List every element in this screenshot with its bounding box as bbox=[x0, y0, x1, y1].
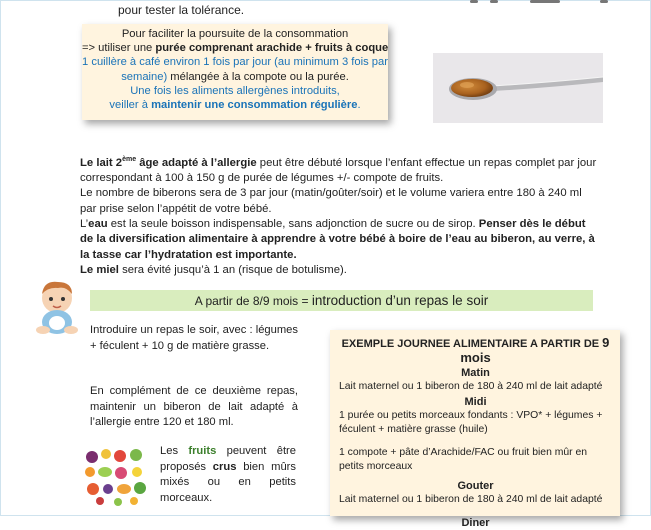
meal-midi-text-2: 1 compote + pâte d’Arachide/FAC ou fruit bien mûr en petits morceaux bbox=[339, 447, 588, 472]
left-p1: Introduire un repas le soir, avec : légumes + féculent + 10 g de matière grasse. bbox=[90, 324, 298, 352]
meal-gouter-text: Lait maternel ou 1 biberon de 180 à 240 ml de lait adapté bbox=[339, 494, 603, 505]
tip-line-6: veiller à maintenir une consommation régulière. bbox=[109, 99, 361, 112]
tip-box bbox=[82, 24, 388, 120]
tip-line-1: Pour faciliter la poursuite de la consommation bbox=[121, 28, 349, 40]
section-header: A partir de 8/9 mois = introduction d’un repas le soir bbox=[90, 290, 593, 311]
tip-line-3: 1 cuillère à café environ 1 fois par jour (au minimum 3 fois par bbox=[82, 56, 388, 69]
meal-diner: Diner bbox=[461, 517, 490, 529]
tip-line-2: => utiliser une purée comprenant arachide + fruits à coque bbox=[82, 42, 389, 55]
top-decoration bbox=[470, 0, 620, 4]
example-title: EXEMPLE JOURNEE ALIMENTAIRE A PARTIR DE 9 mois bbox=[341, 335, 610, 365]
meal-matin: Matin bbox=[461, 367, 490, 379]
meal-midi-text-1: 1 purée ou petits morceaux fondants : VPO* + légumes + féculent + matière grasse (huile) bbox=[339, 410, 603, 435]
fruits-vegetables-icon bbox=[80, 445, 154, 507]
milk-p4: Le miel sera évité jusqu’à 1 an (risque de botulisme). bbox=[80, 263, 347, 276]
meal-matin-text: Lait maternel ou 1 biberon de 180 à 240 ml de lait adapté bbox=[339, 381, 603, 392]
top-line: pour tester la tolérance. bbox=[118, 3, 245, 17]
meal-gouter: Gouter bbox=[457, 480, 494, 492]
left-p3: Les fruits peuvent être proposés crus bien mûrs mixés ou en petits morceaux. bbox=[160, 445, 296, 504]
baby-icon bbox=[30, 278, 85, 336]
milk-p2: Le nombre de biberons sera de 3 par jour (matin/goûter/soir) et le volume variera entre 180 à 240 ml par prise selon l’appétit de votre bébé. bbox=[80, 187, 582, 215]
meal-midi: Midi bbox=[464, 396, 487, 408]
left-p2: En complément de ce deuxième repas, maintenir un biberon de lait adapté à l’allergie entre 120 et 180 ml. bbox=[90, 385, 298, 428]
tip-line-5: Une fois les aliments allergènes introduits, bbox=[130, 84, 340, 97]
spoon-photo bbox=[433, 53, 603, 123]
milk-paragraph bbox=[80, 152, 600, 278]
milk-p1: Le lait 2ème âge adapté à l’allergie peut être débuté lorsque l’enfant effectue un repas complet par jour correspondant à 100 à 150 g de purée de légumes +/- compote de fruits. bbox=[80, 156, 597, 185]
tip-line-4: semaine) mélangée à la compote ou la purée. bbox=[121, 70, 349, 83]
milk-p3: L’eau est la seule boisson indispensable, sans adjonction de sucre ou de sirop. Penser dès le début de la diversification alimentaire à apprendre à votre bébé à boire de l’eau au biberon, au verre, à la tasse car l’hydratation est importante. bbox=[80, 217, 595, 261]
example-day-box bbox=[330, 330, 620, 529]
